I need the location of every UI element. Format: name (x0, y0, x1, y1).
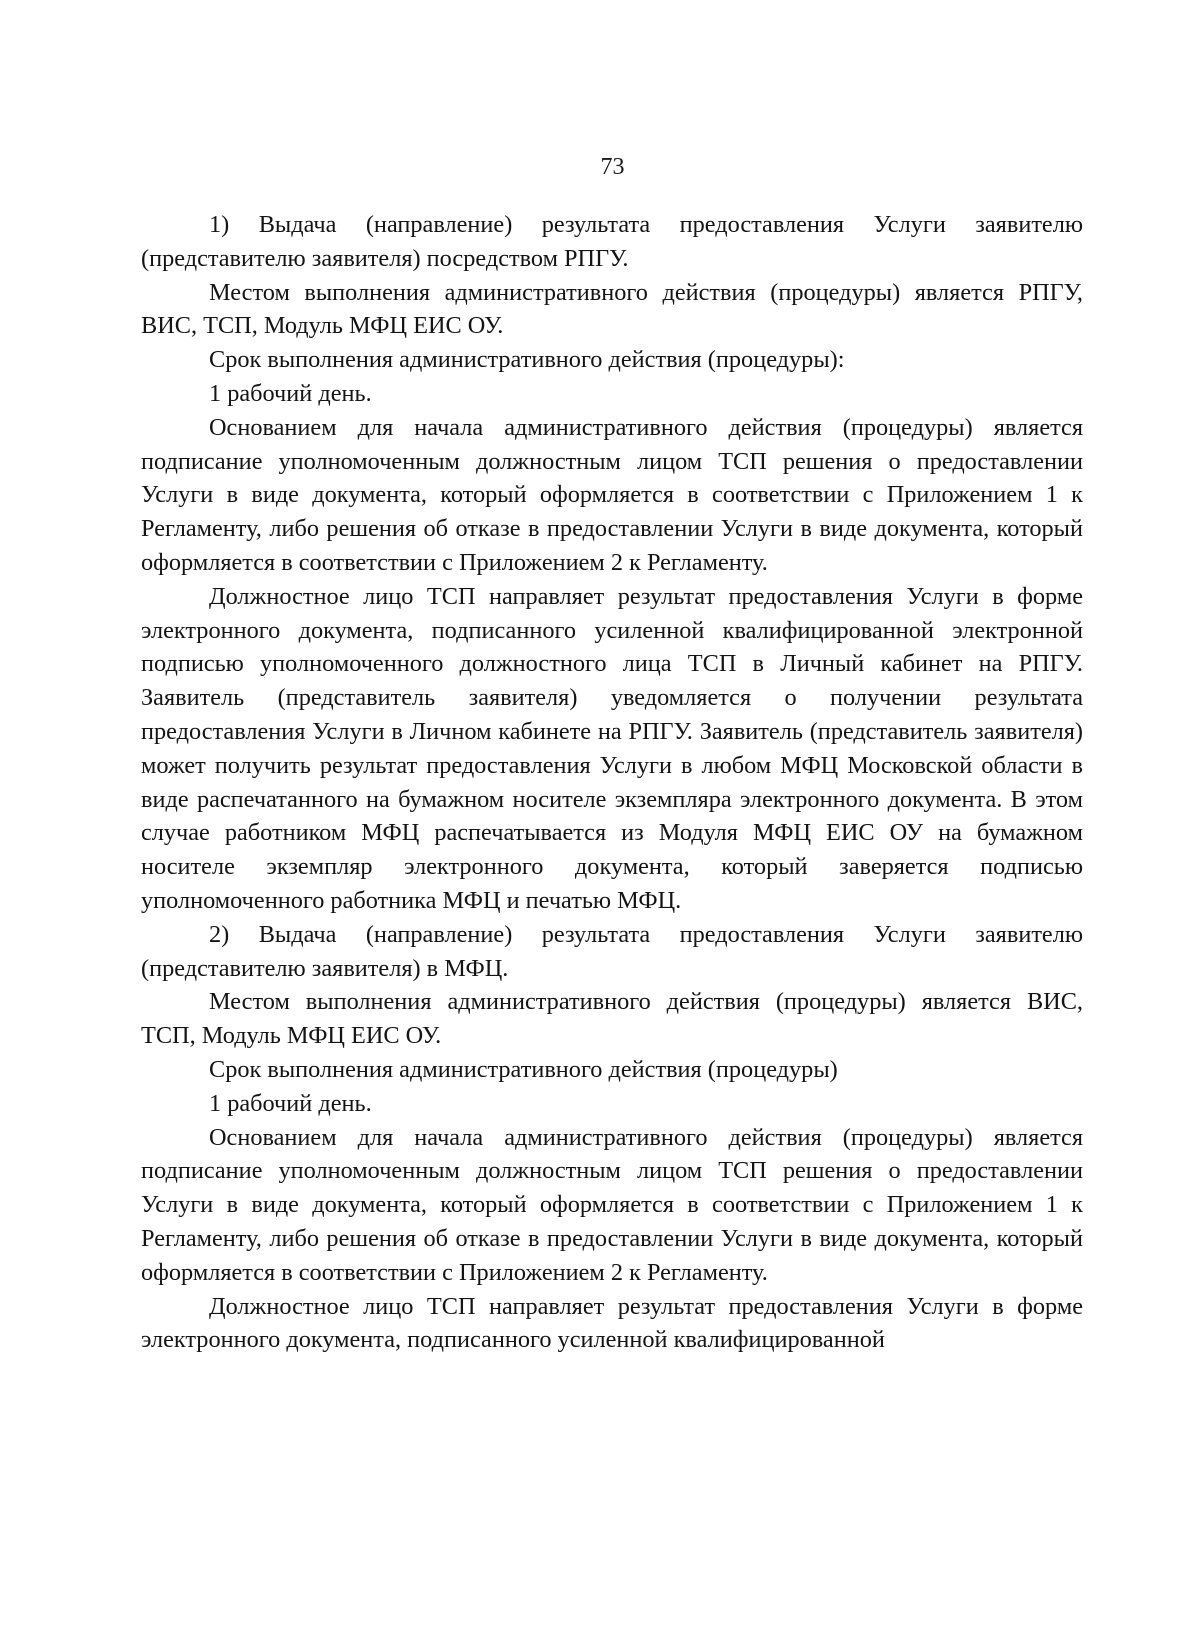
paragraph-issue-via-mfc: 2) Выдача (направление) результата предоставления Услуги заявителю (представителю заявителя) в МФЦ. (141, 920, 1083, 982)
page-number: 73 (600, 154, 625, 180)
paragraph-place-of-execution-2: Местом выполнения административного действия (процедуры) является ВИС, ТСП, Модуль МФЦ ЕИС ОУ. (141, 988, 1083, 1050)
paragraph-issue-via-rpgu: 1) Выдача (направление) результата предоставления Услуги заявителю (представителю заявителя) посредством РПГУ. (141, 211, 1083, 272)
paragraph-term-value-2: 1 рабочий день. (209, 1089, 372, 1117)
paragraph-official-sends-1: Должностное лицо ТСП направляет результат предоставления Услуги в форме электронного документа, подписанного усиленной квалифицированной электронной подписью уполномоченного должностного лица ТСП в Личный кабинет на РПГУ. Заявитель (представитель заявителя) уведомляется о получении результата предоставления Услуги в Личном кабинете на РПГУ. Заявитель (представитель заявителя) может получить результат предоставления Услуги в любом МФЦ Московской области в виде распечатанного на бумажном носителе экземпляра электронного документа. В этом случае работником МФЦ распечатывается из Модуля МФЦ ЕИС ОУ на бумажном носителе экземпляр электронного документа, который заверяется подписью уполномоченного работника МФЦ и печатью МФЦ. (141, 582, 1083, 914)
paragraph-grounds-2: Основанием для начала административного действия (процедуры) является подписание уполномоченным должностным лицом ТСП решения о предоставлении Услуги в виде документа, который оформляется в соответствии с Приложением 1 к Регламенту, либо решения об отказе в предоставлении Услуги в виде документа, который оформляется в соответствии с Приложением 2 к Регламенту. (141, 1123, 1083, 1286)
paragraph-term-value-1: 1 рабочий день. (209, 379, 372, 407)
paragraph-place-of-execution-1: Местом выполнения административного действия (процедуры) является РПГУ, ВИС, ТСП, Модуль МФЦ ЕИС ОУ. (141, 278, 1083, 340)
paragraph-term-heading-1: Срок выполнения административного действия (процедуры): (209, 346, 845, 374)
paragraph-term-heading-2: Срок выполнения административного действия (процедуры) (209, 1055, 838, 1083)
document-body (141, 208, 1083, 1357)
paragraph-official-sends-2: Должностное лицо ТСП направляет результат предоставления Услуги в форме электронного документа, подписанного усиленной квалифицированной (141, 1292, 1083, 1354)
paragraph-grounds-1: Основанием для начала административного действия (процедуры) является подписание уполномоченным должностным лицом ТСП решения о предоставлении Услуги в виде документа, который оформляется в соответствии с Приложением 1 к Регламенту, либо решения об отказе в предоставлении Услуги в виде документа, который оформляется в соответствии с Приложением 2 к Регламенту. (141, 413, 1083, 576)
